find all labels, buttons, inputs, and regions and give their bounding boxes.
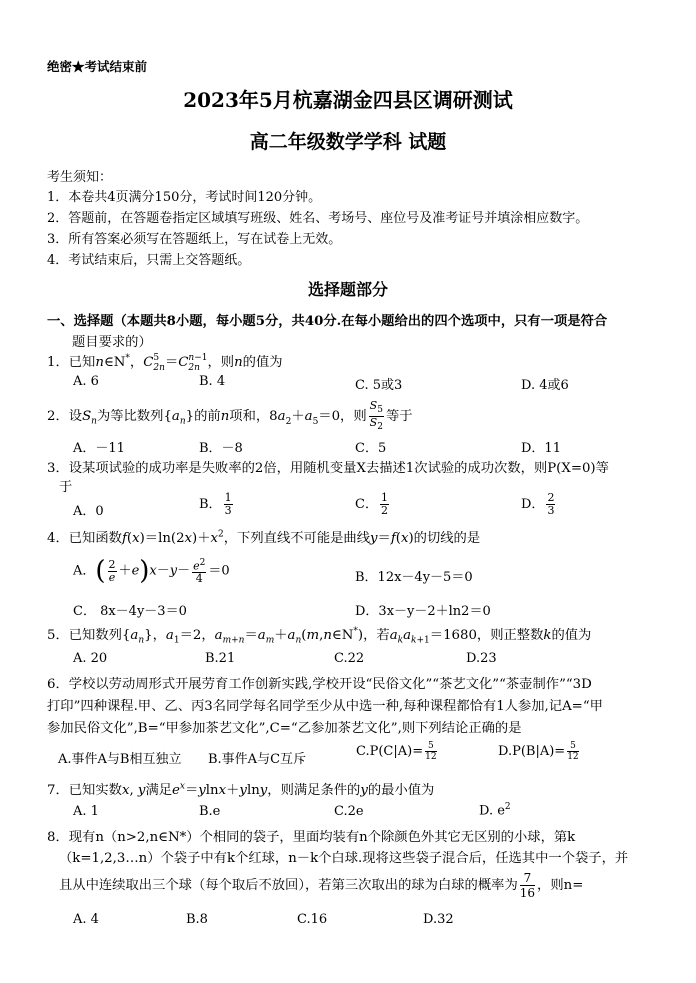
notice-item: 4．考试结束后，只需上交答题纸。: [47, 253, 251, 268]
option-d-label: D. e: [479, 803, 505, 819]
option-b: B.事件A与C互斥: [208, 752, 307, 767]
option-b: B.e: [199, 804, 221, 819]
option-a: A.事件A与B相互独立: [58, 752, 182, 767]
option-a: A. 1: [73, 804, 99, 819]
option-b: B. 4: [199, 374, 226, 389]
option-c: C.P(C|A)= $\frac{5}{12}$: [356, 741, 437, 762]
question-1: 1．已知n∈N*，C5 2n＝Cn−1 2n ，则n的值为: [47, 352, 283, 373]
option-c-label: C．: [355, 497, 378, 512]
option-b: B．－8: [199, 441, 243, 456]
option-d: D. $e^2$: [479, 802, 511, 819]
option-c-label: C.P(C|A)=: [356, 744, 424, 759]
option-b-label: B．: [199, 497, 222, 512]
question-5: 5．已知数列$\{a_n\}$，$a_1=2$，$a_{m+n}=a_m+a_n(m,n\in N^*)$，若$a_ka_{k+1}=1680$，则正整数k的值为: [47, 626, 592, 646]
question-number: 5．: [47, 628, 69, 643]
question-8-text: 且从中连续取出三个球（每个取后不放回），若第三次取出的球为白球的概率为: [59, 878, 518, 893]
option-a-label: A．: [73, 563, 96, 579]
option-b: B．12x－4y－5＝0: [355, 570, 473, 585]
exam-subtitle: 高二年级数学学科 试题: [249, 131, 447, 153]
option-a: A. 4: [73, 912, 99, 927]
option-b: B.21: [205, 651, 236, 666]
option-c: C. 5或3: [355, 378, 403, 393]
question-3-cont: 于: [59, 480, 73, 495]
question-8-cont: 且从中连续取出三个球（每个取后不放回），若第三次取出的球为白球的概率为 $\frac{7}{16}$ ，则n=: [59, 871, 584, 900]
option-d-label: D．: [521, 497, 545, 512]
question-6-cont: 打印”四种课程.甲、乙、丙3名同学每名同学至少从中选一种,每种课程都恰有1人参加,记A=“甲: [47, 699, 603, 714]
part-intro-cont: 题目要求的）: [72, 335, 152, 350]
question-8: 8．现有n（n>2,n∈N*）个相同的袋子，里面均装有n个除颜色外其它无区别的小球，第k: [47, 830, 576, 845]
question-number: 7．: [47, 783, 69, 798]
option-a: A. 6: [73, 374, 99, 389]
question-8-tail: ，则n=: [537, 878, 584, 893]
question-6: 6．学校以劳动周形式开展劳育工作创新实践,学校开设“民俗文化”“茶艺文化”“茶壶制作”“3D: [47, 677, 592, 692]
option-c: C． 8x－4y－3＝0: [73, 604, 187, 619]
option-d: D.32: [423, 912, 454, 927]
option-c: C.22: [334, 651, 365, 666]
notice-item: 3．所有答案必须写在答题纸上，写在试卷上无效。: [47, 232, 342, 247]
question-4: 4．已知函数$f(x)=\ln(2x)+x^2$，下列直线不可能是曲线y＝f(x)的切线的是: [47, 529, 481, 546]
question-number: 2．: [47, 409, 69, 425]
exam-title: 2023年5月杭嘉湖金四县区调研测试: [183, 88, 513, 112]
option-a: A. 20: [73, 651, 108, 666]
option-c: C． $\frac{1}{2}$: [355, 491, 388, 517]
option-b: B． $\frac{1}{3}$: [199, 491, 232, 517]
option-b: B.8: [186, 912, 208, 927]
option-d-label: D.P(B|A)=: [498, 744, 566, 759]
option-a: A．0: [73, 504, 104, 519]
section-heading: 选择题部分: [307, 280, 388, 299]
question-2: 2．设$S_n$为等比数列$\{a_n\}$的前n项和，$8a_2+a_5=0$，则 $\frac{S_5}{S_2}$ 等于: [47, 399, 413, 433]
part-intro: 一、选择题（本题共8小题，每小题5分，共40分.在每小题给出的四个选项中，只有一项是符合: [47, 314, 608, 329]
question-7: 7．已知实数x, y满足$e^x=ylnx+ylny$，则满足条件的y的最小值为: [47, 781, 435, 798]
question-number: 1．: [47, 355, 69, 370]
option-d: D．11: [521, 441, 561, 456]
notice-item: 2．答题前，在答题卷指定区域填写班级、姓名、考场号、座位号及准考证号并填涂相应数字。: [47, 211, 589, 226]
option-c: C.16: [297, 912, 328, 927]
option-a: A．( $\frac{2}{e}$ ＋e)x－y－ $\frac{e^2}{4}$ ＝0: [73, 556, 230, 586]
option-a: A．－11: [73, 441, 125, 456]
option-d: D.23: [466, 651, 497, 666]
question-number: 4．: [47, 531, 69, 546]
notice-item: 1．本卷共4页满分150分，考试时间120分钟。: [47, 190, 322, 205]
option-d: D．3x－y－2＋ln2＝0: [355, 604, 491, 619]
option-c: C.2e: [334, 804, 364, 819]
option-c: C．5: [355, 441, 387, 456]
question-8-cont: （k=1,2,3…n）个袋子中有k个红球，n－k个白球.现将这些袋子混合后，任选其中一个袋子，并: [59, 851, 629, 866]
question-6-cont: 参加民俗文化”,B=“甲参加茶艺文化”,C=“乙参加茶艺文化”,则下列结论正确的是: [47, 721, 522, 736]
option-d: D.P(B|A)= $\frac{5}{12}$: [498, 741, 579, 762]
option-d: D. 4或6: [521, 378, 569, 393]
notice-heading: 考生须知：: [47, 170, 113, 185]
confidential-mark: 绝密★考试结束前: [47, 59, 148, 74]
question-3: 3．设某项试验的成功率是失败率的2倍，用随机变量X去描述1次试验的成功次数，则P(X=0)等: [47, 461, 609, 476]
option-d: D． $\frac{2}{3}$: [521, 491, 555, 517]
